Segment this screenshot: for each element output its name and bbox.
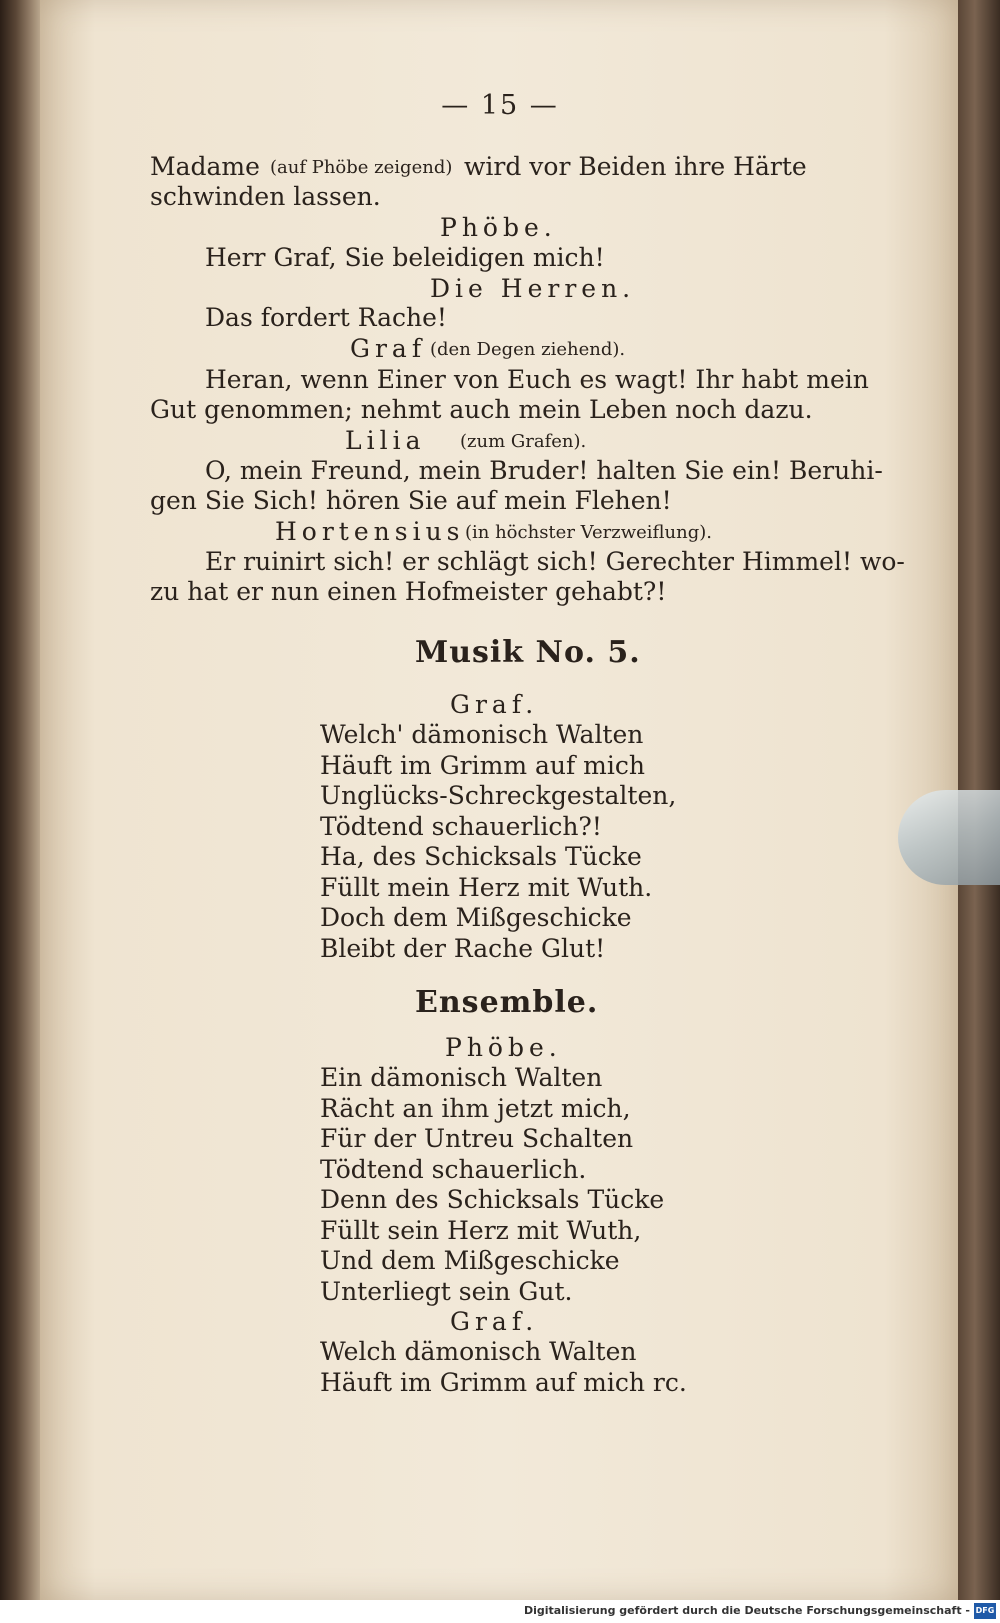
page-clip (898, 790, 1000, 885)
verse-line: Doch dem Mißgeschicke (320, 903, 632, 932)
stage-direction: (zum Grafen). (460, 431, 587, 452)
text-line: Er ruinirt sich! er schlägt sich! Gerechter Himmel! wo- (205, 547, 905, 576)
speaker-name: Die Herren. (430, 274, 636, 303)
verse-line: Füllt sein Herz mit Wuth, (320, 1216, 642, 1245)
verse-line: Rächt an ihm jetzt mich, (320, 1094, 631, 1123)
text-line: Heran, wenn Einer von Euch es wagt! Ihr habt mein (205, 365, 869, 394)
verse-line: Tödtend schauerlich. (320, 1155, 587, 1184)
stage-direction: (auf Phöbe zeigend) (270, 157, 453, 178)
verse-line: Unterliegt sein Gut. (320, 1277, 573, 1306)
book-page (40, 0, 958, 1600)
section-heading: Musik No. 5. (415, 635, 641, 670)
text-line: Gut genommen; nehmt auch mein Leben noch dazu. (150, 395, 813, 424)
verse-line: Welch' dämonisch Walten (320, 720, 644, 749)
footer-credit: Digitalisierung gefördert durch die Deutsche Forschungsgemeinschaft - (523, 1604, 970, 1617)
speaker-name: Graf (350, 334, 427, 363)
stage-direction: (in höchster Verzweiflung). (465, 522, 713, 543)
speaker-name: Phöbe. (440, 213, 557, 242)
verse-line: Tödtend schauerlich?! (320, 812, 602, 841)
text-line: Das fordert Rache! (205, 303, 447, 332)
speaker-name: Phöbe. (445, 1033, 562, 1062)
speaker-name: Lilia (345, 426, 426, 455)
verse-line: Häuft im Grimm auf mich (320, 751, 645, 780)
verse-line: Füllt mein Herz mit Wuth. (320, 873, 653, 902)
verse-line: Ha, des Schicksals Tücke (320, 842, 642, 871)
verse-line: Bleibt der Rache Glut! (320, 934, 606, 963)
text-line: Madame (150, 152, 260, 181)
text-line: wird vor Beiden ihre Härte (464, 152, 807, 181)
verse-line: Ein dämonisch Walten (320, 1063, 603, 1092)
speaker-name: Hortensius (275, 517, 465, 546)
text-line: schwinden lassen. (150, 182, 381, 211)
section-heading: Ensemble. (415, 985, 599, 1020)
verse-line: Für der Untreu Schalten (320, 1124, 634, 1153)
speaker-name: Graf. (450, 1307, 539, 1336)
verse-line: Welch dämonisch Walten (320, 1337, 637, 1366)
speaker-name: Graf. (450, 690, 539, 719)
dfg-logo: DFG (974, 1603, 996, 1619)
text-line: zu hat er nun einen Hofmeister gehabt?! (150, 577, 667, 606)
book-binding-left (0, 0, 40, 1623)
text-line: O, mein Freund, mein Bruder! halten Sie ein! Beruhi- (205, 456, 883, 485)
verse-line: Häuft im Grimm auf mich rc. (320, 1368, 687, 1397)
verse-line: Und dem Mißgeschicke (320, 1246, 620, 1275)
stage-direction: (den Degen ziehend). (430, 339, 626, 360)
page-number: — 15 — (441, 90, 559, 121)
verse-line: Unglücks-Schreckgestalten, (320, 781, 677, 810)
verse-line: Denn des Schicksals Tücke (320, 1185, 665, 1214)
text-line: Herr Graf, Sie beleidigen mich! (205, 243, 605, 272)
text-line: gen Sie Sich! hören Sie auf mein Flehen! (150, 486, 672, 515)
